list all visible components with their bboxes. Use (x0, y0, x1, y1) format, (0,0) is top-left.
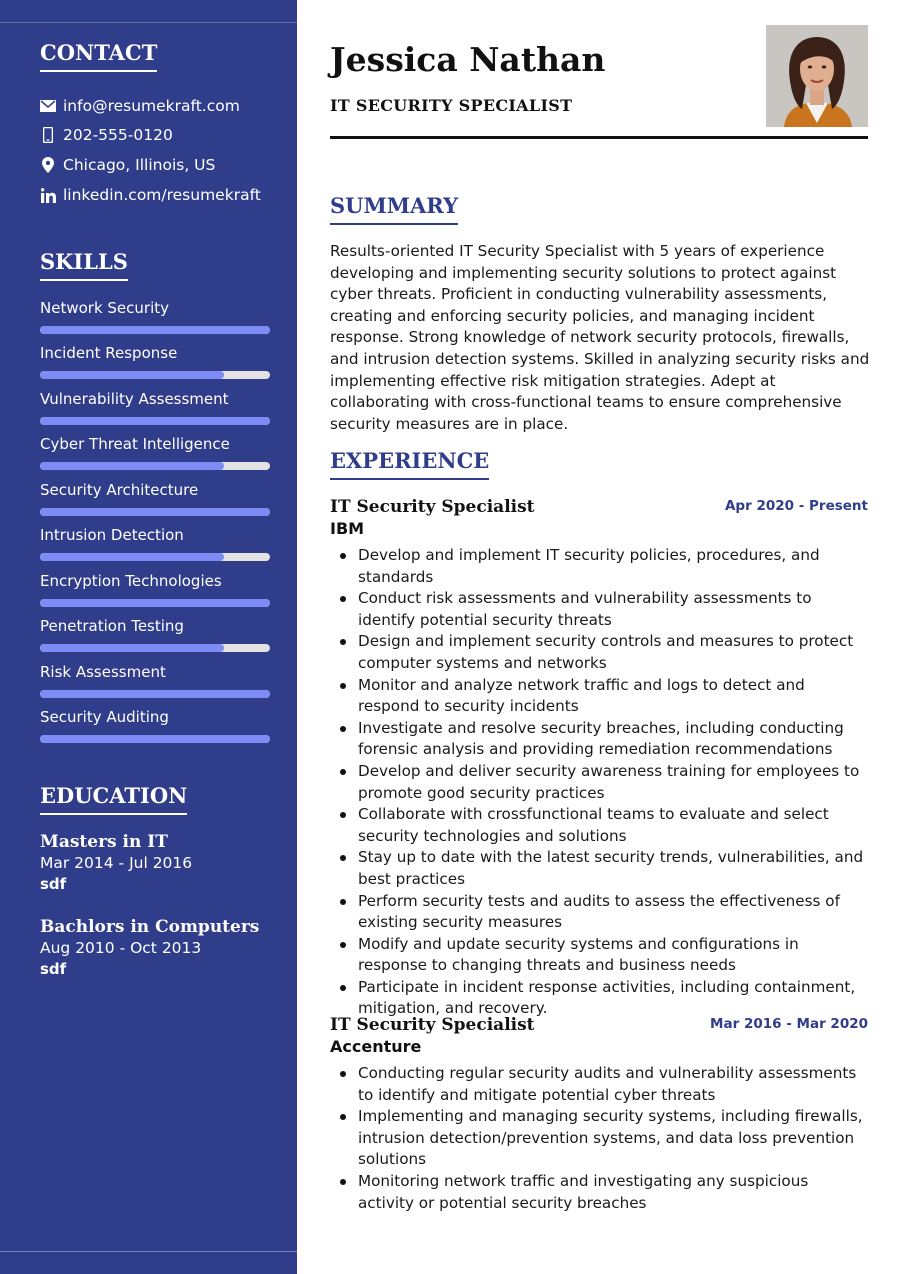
skill-bar-fill (40, 462, 224, 470)
education-dates: Aug 2010 - Oct 2013 (40, 939, 202, 957)
contact-email[interactable] (40, 95, 240, 117)
skill-label: Vulnerability Assessment (40, 390, 229, 408)
skill-bar-fill (40, 508, 270, 516)
skill-label: Cyber Threat Intelligence (40, 435, 230, 453)
contact-linkedin[interactable] (40, 184, 261, 206)
skill-item (40, 616, 270, 636)
list-item: Investigate and resolve security breaches, including conducting forensic analysis and providing remediation recommendations (330, 718, 868, 761)
job-title: IT Security Specialist (330, 497, 535, 517)
list-item: Implementing and managing security systems, including firewalls, intrusion detection/prevention systems, and data loss prevention solutions (330, 1106, 868, 1171)
education-heading: EDUCATION (40, 783, 187, 815)
skill-bar-track (40, 326, 270, 334)
skill-item (40, 662, 270, 682)
list-item: Conduct risk assessments and vulnerability assessments to identify potential security threats (330, 588, 868, 631)
candidate-title: IT SECURITY SPECIALIST (330, 96, 573, 115)
contact-phone[interactable] (40, 124, 173, 146)
sidebar-bottom-divider (0, 1251, 297, 1252)
job-company: Accenture (330, 1037, 422, 1056)
education-school: sdf (40, 960, 67, 978)
contact-location-text: Chicago, Illinois, US (63, 156, 216, 174)
job-bullets (330, 1063, 868, 1214)
education-degree: Bachlors in Computers (40, 917, 260, 937)
contact-location (40, 154, 215, 176)
list-item: Stay up to date with the latest security trends, vulnerabilities, and best practices (330, 847, 868, 890)
experience-entry (330, 1014, 868, 1214)
list-item: Design and implement security controls and measures to protect computer systems and networks (330, 631, 868, 674)
contact-heading: CONTACT (40, 40, 157, 72)
summary-text: Results-oriented IT Security Specialist with 5 years of experience developing and implementing security solutions to protect against cyber threats. Proficient in conducting vulnerability assessments, creating and enforcing security policies, and managing incident response. Strong knowledge of network security protocols, firewalls, and intrusion detection systems. Skilled in analyzing security risks and implementing effective risk mitigation strategies. Adept at collaborating with cross-functional teams to ensure comprehensive security measures are in place. (330, 242, 870, 433)
header-divider (330, 136, 868, 139)
skill-bar-fill (40, 644, 224, 652)
skill-label: Risk Assessment (40, 663, 166, 681)
contact-linkedin-text: linkedin.com/resumekraft (63, 186, 261, 204)
list-item: Perform security tests and audits to assess the effectiveness of existing security measures (330, 891, 868, 934)
skill-item (40, 298, 270, 318)
list-item: Collaborate with crossfunctional teams to evaluate and select security technologies and solutions (330, 804, 868, 847)
skill-bar-fill (40, 553, 224, 561)
skill-label: Penetration Testing (40, 617, 184, 635)
skill-bar-track (40, 735, 270, 743)
skill-label: Incident Response (40, 344, 178, 362)
experience-heading: EXPERIENCE (330, 448, 489, 480)
location-pin-icon (40, 157, 56, 173)
list-item: Modify and update security systems and configurations in response to changing threats and business needs (330, 934, 868, 977)
job-dates: Mar 2016 - Mar 2020 (710, 1016, 868, 1032)
summary-heading: SUMMARY (330, 193, 458, 225)
skill-bar-track (40, 690, 270, 698)
job-bullets (330, 545, 868, 1020)
skill-bar-track (40, 508, 270, 516)
list-item: Develop and deliver security awareness training for employees to promote good security practices (330, 761, 868, 804)
candidate-name: Jessica Nathan (330, 40, 606, 79)
job-company: IBM (330, 519, 365, 538)
list-item: Monitoring network traffic and investigating any suspicious activity or potential security breaches (330, 1171, 868, 1214)
mail-icon (40, 98, 56, 114)
skill-item (40, 571, 270, 591)
list-item: Participate in incident response activities, including containment, mitigation, and recovery. (330, 977, 868, 1020)
phone-icon (40, 127, 56, 143)
sidebar (0, 0, 297, 1274)
education-degree: Masters in IT (40, 832, 168, 852)
skill-item (40, 480, 270, 500)
contact-email-text: info@resumekraft.com (63, 97, 240, 115)
linkedin-icon (40, 187, 56, 203)
skill-item (40, 343, 270, 363)
skill-bar-track (40, 644, 270, 652)
skill-label: Intrusion Detection (40, 526, 184, 544)
job-title: IT Security Specialist (330, 1015, 535, 1035)
skill-bar-fill (40, 371, 224, 379)
skill-bar-track (40, 553, 270, 561)
skill-bar-track (40, 417, 270, 425)
skill-bar-fill (40, 326, 270, 334)
job-dates: Apr 2020 - Present (724, 498, 868, 514)
list-item: Develop and implement IT security policies, procedures, and standards (330, 545, 868, 588)
education-entry (40, 831, 280, 895)
profile-photo (766, 25, 868, 127)
skill-bar-fill (40, 735, 270, 743)
skill-label: Security Architecture (40, 481, 199, 499)
skill-bar-track (40, 371, 270, 379)
list-item: Conducting regular security audits and vulnerability assessments to identify and mitigate potential cyber threats (330, 1063, 868, 1106)
experience-entry (330, 496, 868, 1020)
skill-label: Encryption Technologies (40, 572, 222, 590)
skill-bar-track (40, 599, 270, 607)
skill-bar-fill (40, 690, 270, 698)
education-school: sdf (40, 875, 67, 893)
skill-bar-fill (40, 417, 270, 425)
skills-heading: SKILLS (40, 249, 128, 281)
skill-item (40, 707, 270, 727)
skill-item (40, 434, 270, 454)
education-dates: Mar 2014 - Jul 2016 (40, 854, 193, 872)
education-entry (40, 916, 280, 980)
skill-item (40, 389, 270, 409)
skill-item (40, 525, 270, 545)
contact-phone-text: 202-555-0120 (63, 126, 173, 144)
skill-bar-track (40, 462, 270, 470)
sidebar-top-divider (0, 22, 297, 23)
skill-bar-fill (40, 599, 270, 607)
skill-label: Network Security (40, 299, 169, 317)
list-item: Monitor and analyze network traffic and logs to detect and respond to security incidents (330, 675, 868, 718)
skill-label: Security Auditing (40, 708, 169, 726)
